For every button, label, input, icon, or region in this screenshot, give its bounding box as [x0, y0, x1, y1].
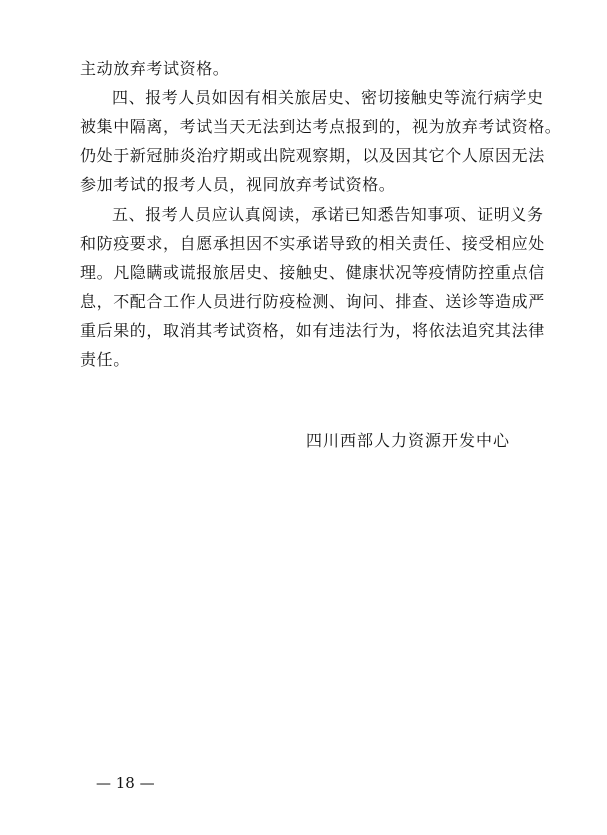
- paragraph-line: 和防疫要求，自愿承担因不实承诺导致的相关责任、接受相应处: [80, 234, 545, 253]
- paragraph-line: 重后果的，取消其考试资格，如有违法行为，将依法追究其法律: [80, 321, 545, 340]
- paragraph-line: 五、报考人员应认真阅读，承诺已知悉告知事项、证明义务: [112, 205, 544, 224]
- paragraph-line: 责任。: [80, 350, 130, 369]
- paragraph-line: 被集中隔离，考试当天无法到达考点报到的，视为放弃考试资格。: [80, 117, 562, 136]
- paragraph-line: 仍处于新冠肺炎治疗期或出院观察期，以及因其它个人原因无法: [80, 146, 545, 165]
- paragraph-line: 息，不配合工作人员进行防疫检测、询问、排查、送诊等造成严: [80, 292, 545, 311]
- page-number: — 18 —: [96, 774, 155, 792]
- paragraph-line: 参加考试的报考人员，视同放弃考试资格。: [80, 175, 396, 194]
- paragraph-line: 四、报考人员如因有相关旅居史、密切接触史等流行病学史: [112, 88, 544, 107]
- issuer-signature: 四川西部人力资源开发中心: [306, 431, 511, 450]
- paragraph-line: 理。凡隐瞒或谎报旅居史、接触史、健康状况等疫情防控重点信: [80, 263, 545, 282]
- paragraph-line: 主动放弃考试资格。: [80, 59, 230, 78]
